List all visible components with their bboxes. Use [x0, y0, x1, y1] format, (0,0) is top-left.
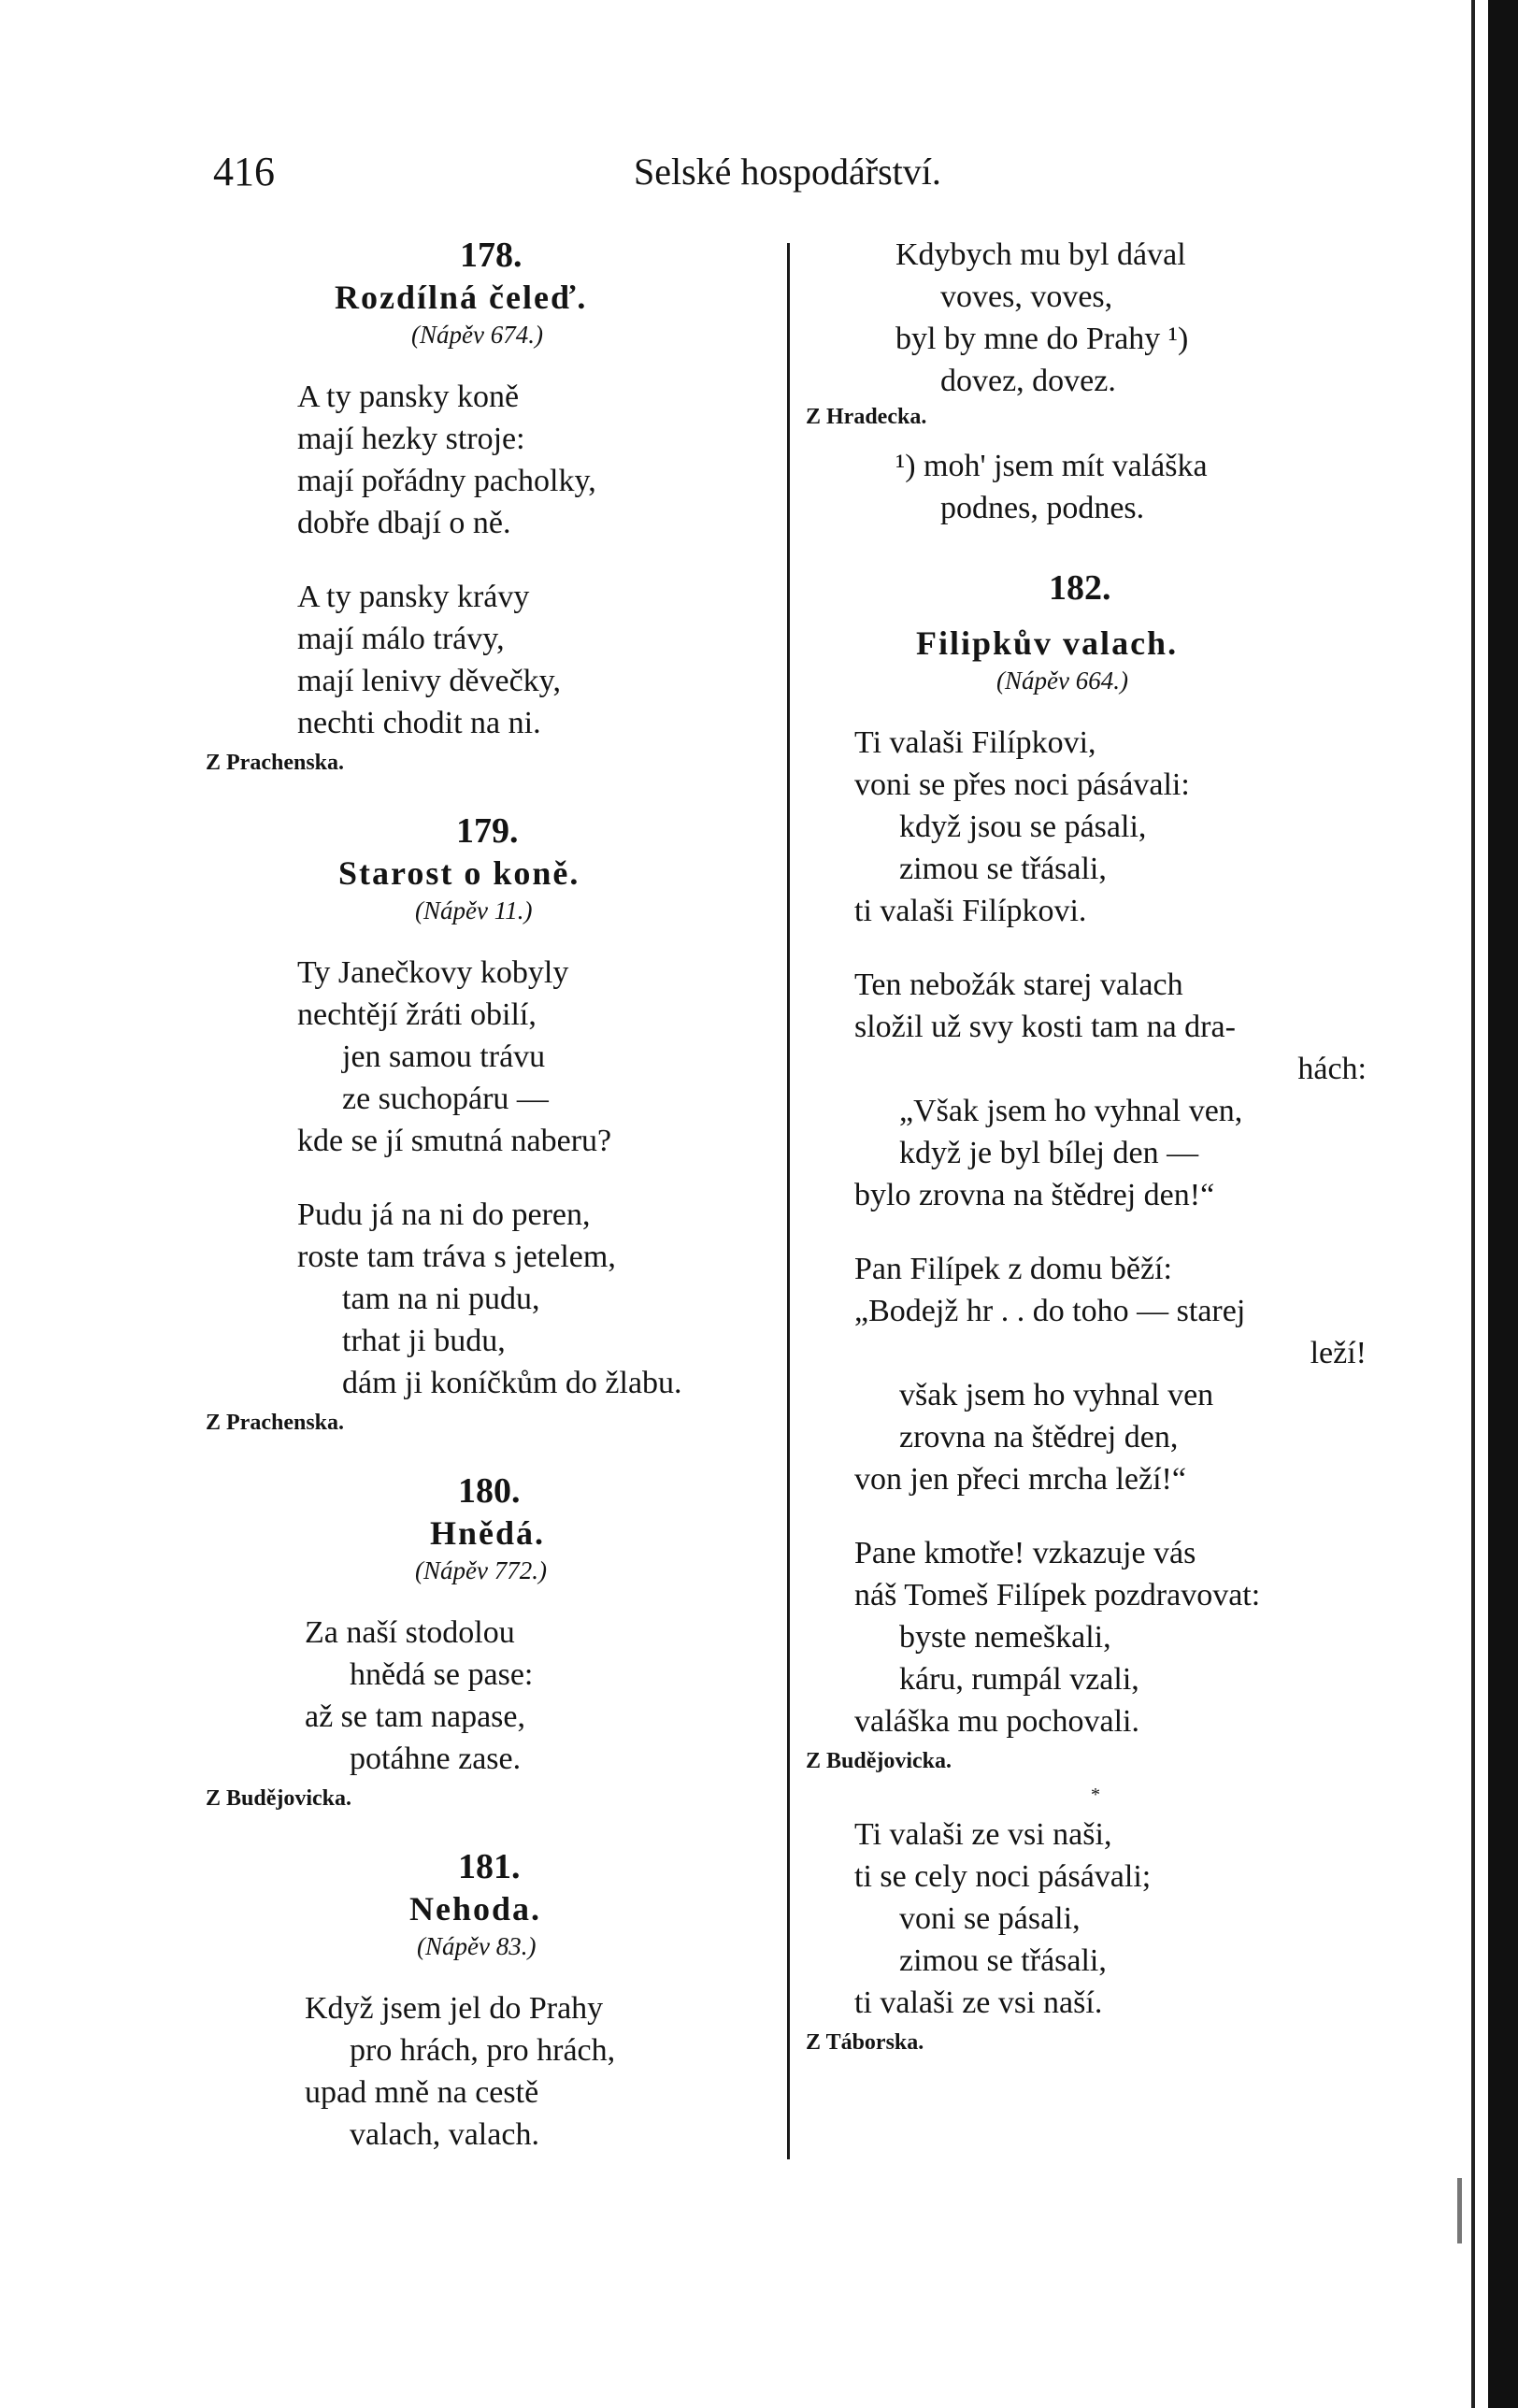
song-title: Filipkův valach.	[916, 624, 1179, 662]
song-title: Hnědá.	[430, 1514, 546, 1552]
footnote-line: podnes, podnes.	[940, 491, 1145, 525]
verse-line: hnědá se pase:	[350, 1657, 534, 1692]
source-note: Z Prachenska.	[206, 1411, 345, 1435]
verse-line: ti valaši ze vsi naší.	[854, 1985, 1103, 2020]
song-number: 178.	[460, 236, 523, 275]
song-number: 181.	[458, 1847, 521, 1886]
melody-ref: (Nápěv 11.)	[415, 896, 533, 924]
verse-line: ti se cely noci pásávali;	[854, 1859, 1152, 1894]
verse-line: Když jsem jel do Prahy	[305, 1991, 604, 2026]
stanza	[206, 1987, 776, 2156]
song-header	[206, 234, 776, 351]
verse-line: mají pořádny pacholky,	[297, 464, 596, 498]
verse-line: Za naší stodolou	[305, 1615, 515, 1650]
source-note: Z Prachenska.	[206, 751, 345, 775]
verse-line: dám ji koníčkům do žlabu.	[342, 1366, 682, 1400]
verse-line: káru, rumpál vzali,	[899, 1662, 1139, 1697]
stanza	[806, 964, 1385, 1216]
verse-line: upad mně na cestě	[305, 2075, 539, 2110]
scan-edge-bar	[1488, 0, 1518, 2408]
right-column	[806, 234, 1385, 2057]
verse-line: voni se přes noci pásávali:	[854, 767, 1190, 802]
verse-line: „Bodejž hr . . do toho — starej	[854, 1294, 1246, 1328]
verse-line: A ty pansky koně	[297, 380, 520, 414]
stanza	[806, 234, 1385, 402]
verse-line: Ti valaši Filípkovi,	[854, 725, 1096, 760]
verse-line: hách:	[1297, 1052, 1367, 1086]
song-header	[206, 1845, 776, 1963]
song-title: Rozdílná čeleď.	[335, 279, 588, 316]
verse-line: Pudu já na ni do peren,	[297, 1197, 591, 1232]
verse-line: mají málo trávy,	[297, 622, 505, 656]
melody-ref: (Nápěv 664.)	[996, 666, 1128, 695]
verse-line: složil už svy kosti tam na dra-	[854, 1010, 1236, 1044]
column-divider	[787, 243, 790, 2159]
verse-line: zrovna na štědrej den,	[899, 1420, 1179, 1455]
verse-line: Ti valaši ze vsi naši,	[854, 1817, 1112, 1852]
verse-line: bylo zrovna na štědrej den!“	[854, 1178, 1215, 1212]
verse-line: však jsem ho vyhnal ven	[899, 1378, 1214, 1412]
verse-line: až se tam napase,	[305, 1699, 525, 1734]
verse-line: roste tam tráva s jetelem,	[297, 1240, 616, 1274]
verse-line: leží!	[1310, 1336, 1367, 1370]
verse-line: mají hezky stroje:	[297, 422, 525, 456]
footnote	[806, 445, 1385, 529]
source-note: Z Budějovicka.	[806, 1749, 952, 1773]
stanza-variant	[806, 1813, 1385, 2024]
stanza	[206, 576, 776, 744]
running-head: Selské hospodářství.	[634, 150, 941, 193]
song-title: Starost o koně.	[338, 854, 580, 892]
verse-line: kde se jí smutná naberu?	[297, 1124, 612, 1158]
source-note: Z Táborska.	[806, 2030, 924, 2055]
stanza	[206, 952, 776, 1162]
stanza	[206, 376, 776, 544]
left-column	[206, 234, 776, 2187]
verse-line: Ty Janečkovy kobyly	[297, 955, 569, 990]
verse-line: byste nemeškali,	[899, 1620, 1111, 1655]
verse-line: A ty pansky krávy	[297, 580, 530, 614]
verse-line: potáhne zase.	[350, 1742, 522, 1776]
melody-ref: (Nápěv 83.)	[417, 1932, 537, 1960]
verse-line: tam na ni pudu,	[342, 1282, 540, 1316]
verse-line: ze suchopáru —	[342, 1082, 549, 1116]
song-178	[206, 234, 776, 778]
verse-line: nechtějí žráti obilí,	[297, 997, 537, 1032]
page-number: 416	[213, 149, 275, 194]
verse-line: valáška mu pochovali.	[854, 1704, 1139, 1739]
variant-separator: *	[1091, 1784, 1100, 1805]
verse-line: zimou se třásali,	[899, 1943, 1107, 1978]
melody-ref: (Nápěv 772.)	[415, 1556, 547, 1584]
song-180	[206, 1469, 776, 1813]
verse-line: pro hrách, pro hrách,	[350, 2033, 616, 2068]
verse-line: náš Tomeš Filípek pozdravovat:	[854, 1578, 1261, 1612]
verse-line: trhat ji budu,	[342, 1324, 506, 1358]
verse-line: „Však jsem ho vyhnal ven,	[899, 1094, 1243, 1128]
verse-line: Kdybych mu byl dával	[895, 237, 1186, 272]
verse-line: jen samou trávu	[342, 1039, 546, 1074]
melody-ref: (Nápěv 674.)	[411, 321, 543, 349]
scan-edge-line	[1471, 0, 1475, 2408]
source-note: Z Hradecka.	[806, 405, 927, 429]
stanza	[806, 1532, 1385, 1742]
verse-line: Pan Filípek z domu běží:	[854, 1252, 1172, 1286]
song-header	[206, 810, 776, 927]
verse-line: voni se pásali,	[899, 1901, 1081, 1936]
verse-line: valach, valach.	[350, 2117, 539, 2152]
verse-line: Ten nebožák starej valach	[854, 968, 1183, 1002]
verse-line: zimou se třásali,	[899, 852, 1107, 886]
stanza	[206, 1194, 776, 1404]
verse-line: když je byl bílej den —	[899, 1136, 1199, 1170]
verse-line: nechti chodit na ni.	[297, 706, 541, 740]
song-number: 180.	[458, 1471, 521, 1511]
verse-line: mají lenivy děvečky,	[297, 664, 561, 698]
stanza	[206, 1612, 776, 1780]
song-number: 182.	[1049, 568, 1111, 608]
stanza	[806, 722, 1385, 932]
footnote-line: ¹) moh' jsem mít valáška	[895, 449, 1208, 483]
song-179	[206, 810, 776, 1438]
verse-line: Pane kmotře! vzkazuje vás	[854, 1536, 1196, 1570]
stanza	[806, 1248, 1385, 1500]
song-header	[206, 1469, 776, 1587]
song-182-header	[806, 566, 1385, 697]
song-181	[206, 1845, 776, 2156]
verse-line: ti valaši Filípkovi.	[854, 894, 1087, 928]
verse-line: když jsou se pásali,	[899, 810, 1147, 844]
verse-line: byl by mne do Prahy ¹)	[895, 322, 1189, 356]
song-title: Nehoda.	[409, 1890, 542, 1928]
song-number: 179.	[456, 811, 519, 851]
verse-line: von jen přeci mrcha leží!“	[854, 1462, 1186, 1497]
scan-edge-mark	[1457, 2178, 1462, 2243]
verse-line: dobře dbají o ně.	[297, 506, 511, 540]
source-note: Z Budějovicka.	[206, 1786, 352, 1811]
verse-line: dovez, dovez.	[940, 364, 1116, 398]
verse-line: voves, voves,	[940, 280, 1113, 314]
